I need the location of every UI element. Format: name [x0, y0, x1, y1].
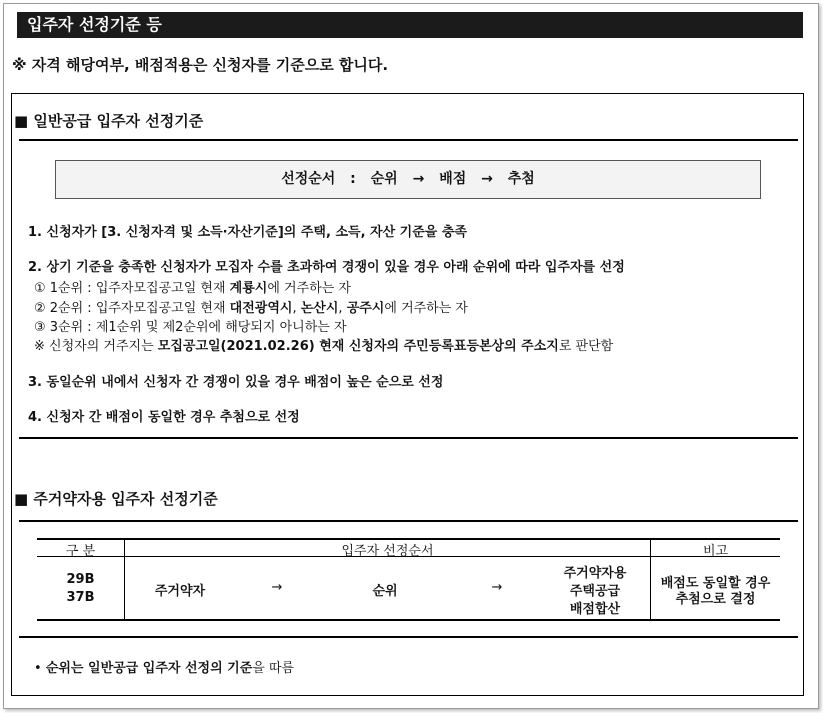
residence-note: ※ 신청자의 거주지는 모집공고일(2021.02.26) 현재 신청자의 주민등록표등본상의 주소지로 판단함: [34, 339, 614, 354]
order-colon: :: [350, 171, 356, 187]
order-label: 선정순서: [281, 171, 336, 187]
arrow: →: [481, 171, 493, 187]
table-remark-line: 추첨으로 결정: [675, 592, 756, 607]
order-step: 순위: [370, 171, 398, 187]
housing-footnote: • 순위는 일반공급 입주자 선정의 기준을 따름: [34, 661, 295, 676]
divider: [19, 520, 798, 522]
divider: [19, 636, 798, 638]
rank-3: ③ 3순위 : 제1순위 및 제2순위에 해당되지 아니하는 자: [34, 320, 347, 335]
table-score-line: 주택공급: [569, 584, 621, 599]
table-score-line: 배점합산: [569, 602, 621, 617]
table-score-line: 주거약자용: [563, 566, 627, 581]
selection-order-box: [55, 160, 761, 199]
criteria-item-3: 3. 동일순위 내에서 신청자 간 경쟁이 있을 경우 배점이 높은 순으로 선정: [28, 375, 444, 390]
table-remark-line: 배점도 동일할 경우: [660, 576, 771, 591]
table-type: 29B: [66, 572, 95, 587]
page-title: 입주자 선정기준 등: [17, 12, 803, 38]
table-header-remark: 비고: [702, 544, 729, 559]
table-header-order: 입주자 선정순서: [341, 544, 434, 559]
order-step: 배점: [439, 171, 467, 187]
divider: [19, 437, 798, 439]
divider: [19, 139, 798, 141]
arrow: →: [271, 580, 283, 595]
table-type: 37B: [66, 590, 95, 605]
table-bottom-rule: [37, 619, 780, 621]
rank-2: ② 2순위 : 입주자모집공고일 현재 대전광역시, 논산시, 공주시에 거주하는 자: [34, 301, 468, 316]
criteria-item-2: 2. 상기 기준을 충족한 신청자가 모집자 수를 초과하여 경쟁이 있을 경우 아래 순위에 따라 입주자를 선정: [28, 260, 625, 275]
eligibility-note: ※ 자격 해당여부, 배점적용은 신청자를 기준으로 합니다.: [12, 56, 389, 74]
criteria-item-1: 1. 신청자가 [3. 신청자격 및 소득·자산기준]의 주택, 소득, 자산 기준을 충족: [28, 225, 467, 240]
arrow: →: [412, 171, 425, 187]
criteria-item-4: 4. 신청자 간 배점이 동일한 경우 추첨으로 선정: [28, 410, 300, 425]
order-step: 추첨: [507, 171, 535, 187]
table-step: 주거약자: [154, 584, 206, 599]
housing-heading: ■ 주거약자용 입주자 선정기준: [14, 490, 218, 508]
table-header-category: 구 분: [65, 544, 96, 559]
arrow: →: [491, 580, 503, 595]
general-supply-heading: ■ 일반공급 입주자 선정기준: [14, 112, 204, 130]
rank-1: ① 1순위 : 입주자모집공고일 현재 계룡시에 거주하는 자: [34, 281, 351, 296]
table-step: 순위: [372, 584, 398, 599]
